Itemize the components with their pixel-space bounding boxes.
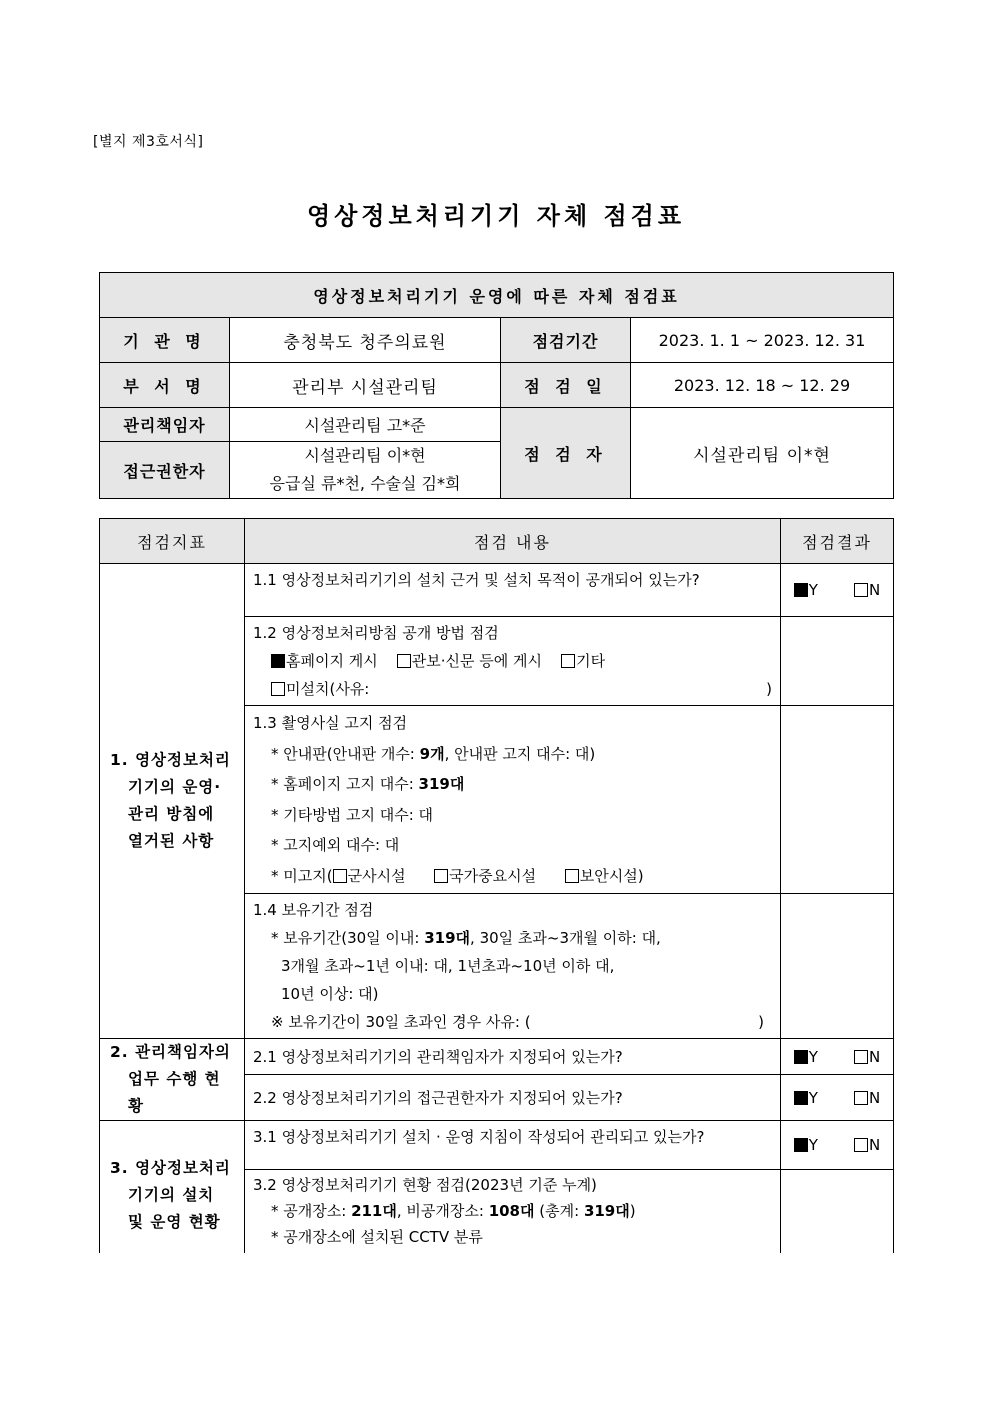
gazette-checkbox[interactable]	[397, 654, 411, 668]
sign-count: 9개	[419, 744, 445, 763]
public-count: 211대	[351, 1202, 397, 1220]
homepage-count: 319대	[418, 775, 465, 793]
yes-label: Y	[808, 1047, 818, 1066]
access-value	[230, 442, 501, 499]
option-unset-close: )	[766, 680, 772, 698]
no-checkbox[interactable]	[854, 1091, 868, 1105]
yes-checkbox-checked[interactable]	[794, 1050, 808, 1064]
item-1-4	[245, 894, 781, 1039]
item-2-2-text: 2.2 영상정보처리기기의 접근권한자가 지정되어 있는가?	[253, 1088, 623, 1107]
sign-notice: , 안내판 고지 대수: 대)	[444, 744, 596, 763]
item-1-3-title: 1.3 촬영사실 고지 점검	[253, 714, 408, 732]
item-3-1	[245, 1121, 781, 1170]
item-2-1-text: 2.1 영상정보처리기기의 관리책임자가 지정되어 있는가?	[253, 1047, 623, 1066]
org-value: 충청북도 청주의료원	[230, 318, 501, 363]
item-1-4-line3: 10년 이상: 대)	[281, 985, 379, 1003]
checklist-table	[99, 518, 894, 1330]
manager-value: 시설관리팀 고*준	[230, 408, 501, 442]
yes-label: Y	[808, 1088, 818, 1107]
item-1-3-exception: * 고지예외 대수: 대	[271, 836, 400, 854]
no-checkbox[interactable]	[854, 1050, 868, 1064]
reason-close: )	[758, 1013, 764, 1031]
retention-label: * 보유기간(30일 이내:	[271, 929, 425, 947]
category-2-line: 황	[128, 1097, 144, 1115]
item-2-2	[245, 1075, 781, 1121]
category-2	[100, 1039, 245, 1121]
form-number: [별지 제3호서식]	[93, 134, 204, 150]
retention-30d: 319대	[424, 929, 471, 947]
total-close: )	[629, 1202, 636, 1220]
result-1-3	[781, 706, 894, 894]
option-homepage: 홈페이지 게시	[286, 652, 378, 670]
category-3-line: 및 운영 현황	[128, 1213, 221, 1231]
result-1-4	[781, 894, 894, 1039]
option-other: 기타	[576, 652, 606, 670]
col-indicator: 점검지표	[100, 519, 245, 564]
other-checkbox[interactable]	[561, 654, 575, 668]
military-checkbox[interactable]	[333, 869, 347, 883]
total-label: (총계:	[534, 1202, 584, 1220]
date-label: 점 검 일	[501, 363, 631, 408]
result-3-1	[781, 1121, 894, 1170]
total-count: 319대	[583, 1202, 630, 1220]
reason-label: ※ 보유기간이 30일 초과인 경우 사유: (	[271, 1013, 531, 1031]
item-1-2-unset	[253, 675, 772, 703]
item-1-4-line1	[253, 924, 772, 952]
category-1-line: 1. 영상정보처리	[110, 751, 231, 769]
no-checkbox[interactable]	[854, 583, 868, 597]
no-label: N	[868, 1047, 881, 1066]
category-2-line: 업무 수행 현	[128, 1070, 221, 1088]
yes-checkbox-checked[interactable]	[794, 1138, 808, 1152]
category-3-line: 기기의 설치	[128, 1186, 215, 1204]
item-3-2-classification: * 공개장소에 설치된 CCTV 분류	[271, 1228, 483, 1246]
unset-checkbox[interactable]	[271, 682, 285, 696]
item-1-4-title: 1.4 보유기간 점검	[253, 901, 374, 919]
info-table	[99, 272, 894, 499]
yes-checkbox-checked[interactable]	[794, 583, 808, 597]
sign-label: * 안내판(안내판 개수:	[271, 744, 420, 763]
retention-3m: , 30일 초과~3개월 이하: 대,	[470, 929, 661, 947]
inspector-label: 점 검 자	[501, 408, 631, 499]
category-1	[100, 564, 245, 1039]
col-result: 점검결과	[781, 519, 894, 564]
national-label: 국가중요시설	[449, 866, 537, 885]
no-label: N	[868, 581, 881, 599]
access-value-line1: 시설관리팀 이*현	[304, 446, 426, 465]
result-1-1	[781, 564, 894, 617]
yes-label: Y	[808, 581, 818, 599]
item-1-2-title: 1.2 영상정보처리방침 공개 방법 점검	[253, 624, 499, 642]
item-1-2-options	[253, 647, 772, 675]
option-unset: 미설치(사유:	[286, 680, 370, 698]
manager-label: 관리책임자	[100, 408, 230, 442]
category-1-line: 관리 방침에	[128, 805, 215, 823]
inspector-value: 시설관리팀 이*현	[631, 408, 894, 499]
result-2-1	[781, 1039, 894, 1075]
document-title: 영상정보처리기기 자체 점검표	[306, 202, 686, 230]
org-label: 기 관 명	[100, 318, 230, 363]
dept-label: 부 서 명	[100, 363, 230, 408]
date-value: 2023. 12. 18 ~ 12. 29	[631, 363, 894, 408]
yes-label: Y	[808, 1136, 818, 1154]
yes-checkbox-checked[interactable]	[794, 1091, 808, 1105]
private-label: , 비공개장소:	[396, 1202, 489, 1220]
item-1-4-line2: 3개월 초과~1년 이내: 대, 1년초과~10년 이하 대,	[281, 957, 615, 975]
item-1-3-homepage	[253, 769, 772, 800]
item-1-1	[245, 564, 781, 617]
category-3-line: 3. 영상정보처리	[110, 1159, 231, 1177]
info-header: 영상정보처리기기 운영에 따른 자체 점검표	[100, 273, 894, 318]
page-cutoff	[99, 1253, 894, 1403]
option-gazette: 관보·신문 등에 게시	[411, 652, 543, 670]
unnoticed-label: * 미고지(	[271, 866, 333, 885]
item-1-3-sign	[253, 739, 772, 770]
no-checkbox[interactable]	[854, 1138, 868, 1152]
dept-value: 관리부 시설관리팀	[230, 363, 501, 408]
public-label: * 공개장소:	[271, 1202, 352, 1220]
item-3-2-locations	[253, 1198, 772, 1224]
item-1-3-unnoticed	[253, 861, 772, 892]
item-2-1	[245, 1039, 781, 1075]
item-3-1-text: 3.1 영상정보처리기기 설치 · 운영 지침이 작성되어 관리되고 있는가?	[253, 1128, 705, 1146]
period-value: 2023. 1. 1 ~ 2023. 12. 31	[631, 318, 894, 363]
result-2-2	[781, 1075, 894, 1121]
item-3-2-title: 3.2 영상정보처리기기 현황 점검(2023년 기준 누계)	[253, 1176, 597, 1194]
homepage-label: * 홈페이지 고지 대수:	[271, 775, 419, 793]
item-1-3-other: * 기타방법 고지 대수: 대	[271, 805, 434, 824]
homepage-checkbox-checked[interactable]	[271, 654, 285, 668]
security-label: 보안시설)	[579, 866, 644, 885]
no-label: N	[868, 1136, 881, 1154]
access-value-line2: 응급실 류*천, 수술실 김*희	[269, 474, 461, 493]
no-label: N	[868, 1088, 881, 1107]
col-content: 점검 내용	[245, 519, 781, 564]
item-1-3	[245, 706, 781, 894]
national-checkbox[interactable]	[434, 869, 448, 883]
security-checkbox[interactable]	[565, 869, 579, 883]
category-1-line: 열거된 사항	[128, 832, 215, 850]
category-2-line: 2. 관리책임자의	[110, 1043, 231, 1061]
result-1-2	[781, 617, 894, 706]
private-count: 108대	[488, 1202, 535, 1220]
item-1-1-text: 1.1 영상정보처리기기의 설치 근거 및 설치 목적이 공개되어 있는가?	[253, 571, 700, 589]
item-1-2	[245, 617, 781, 706]
item-1-4-reason	[253, 1008, 772, 1036]
military-label: 군사시설	[347, 866, 406, 885]
access-label: 접근권한자	[100, 442, 230, 499]
category-1-line: 기기의 운영·	[128, 778, 222, 796]
period-label: 점검기간	[501, 318, 631, 363]
